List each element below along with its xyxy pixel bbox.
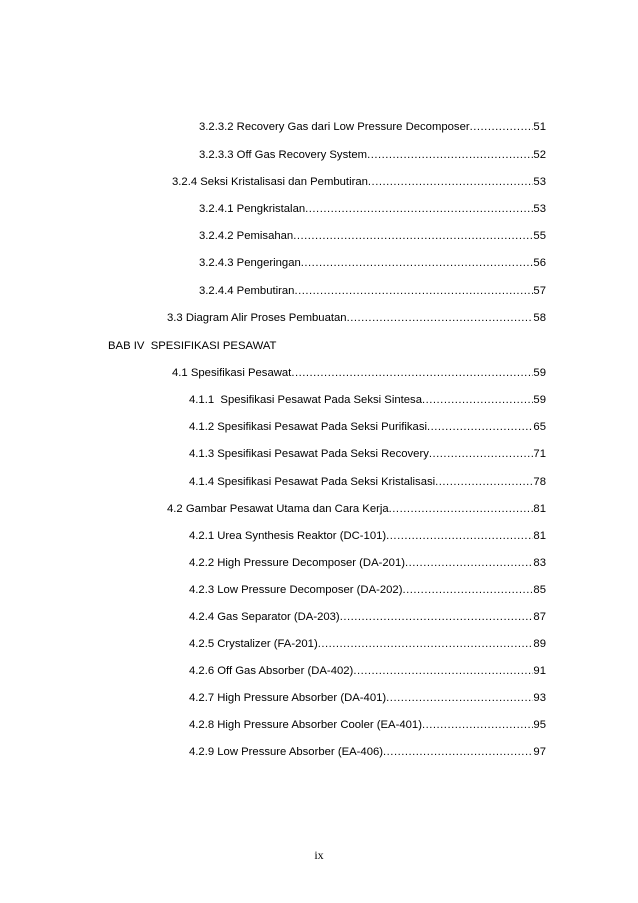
toc-entry-label: 3.2.4 Seksi Kristalisasi dan Pembutiran [172,176,368,188]
toc-leader-dots [347,312,534,324]
toc-leader-dots [470,121,534,133]
toc-entry[interactable] [189,530,546,546]
toc-entry[interactable] [199,285,546,301]
toc-leader-dots [294,285,533,297]
toc-leader-dots [305,203,533,215]
toc-leader-dots [435,476,533,488]
toc-entry[interactable] [172,176,546,192]
toc-entry[interactable] [189,476,546,492]
toc-page-number: 83 [533,557,546,569]
toc-entry[interactable] [199,257,546,273]
toc-entry[interactable] [189,692,546,708]
toc-entry-label: 3.2.4.1 Pengkristalan [199,203,306,215]
toc-page-number: 78 [533,476,546,488]
toc-entry-label: 3.2.4.3 Pengeringan [199,257,301,269]
toc-entry-label: 4.2.1 Urea Synthesis Reaktor (DC-101) [189,530,387,542]
toc-page-number: 93 [533,692,546,704]
toc-page-number: 57 [533,285,546,297]
toc-entry[interactable] [199,230,546,246]
toc-leader-dots [291,367,533,379]
toc-page-number: 89 [533,638,546,650]
toc-leader-dots [427,421,533,433]
toc-entry[interactable] [189,394,546,410]
toc-entry-label: 4.2.6 Off Gas Absorber (DA-402) [189,665,354,677]
toc-page-number: 87 [533,611,546,623]
toc-page-number: 81 [533,530,546,542]
toc-page-number: 81 [533,503,546,515]
toc-entry-label: 4.2.8 High Pressure Absorber Cooler (EA-401) [189,719,422,731]
toc-leader-dots [293,230,533,242]
toc-leader-dots [368,176,534,188]
toc-entry[interactable] [189,448,546,464]
toc-page-number: 97 [533,746,546,758]
toc-entry[interactable] [199,149,546,165]
toc-page-number: 95 [533,719,546,731]
toc-page-number: 85 [533,584,546,596]
toc-entry[interactable] [189,557,546,573]
toc-leader-dots [367,149,533,161]
toc-leader-dots [389,503,534,515]
toc-entry[interactable] [189,584,546,600]
toc-entry-label: 3.2.3.3 Off Gas Recovery System [199,149,368,161]
toc-entry-label: 4.1.2 Spesifikasi Pesawat Pada Seksi Purifikasi [189,421,427,433]
toc-entry[interactable] [189,719,546,735]
toc-entry[interactable] [199,203,546,219]
toc-leader-dots [353,665,533,677]
toc-page-number: 59 [533,367,546,379]
toc-entry[interactable] [167,503,546,519]
toc-entry-label: 3.2.4.4 Pembutiran [199,285,295,297]
toc-entry-label: 3.2.3.2 Recovery Gas dari Low Pressure Decomposer [199,121,470,133]
toc-entry-label: 4.2.4 Gas Separator (DA-203) [189,611,340,623]
toc-entry-label: 4.2.2 High Pressure Decomposer (DA-201) [189,557,405,569]
toc-page-number: 71 [533,448,546,460]
toc-entry-label: 4.2.9 Low Pressure Absorber (EA-406) [189,746,384,758]
toc-leader-dots [422,719,533,731]
toc-leader-dots [429,448,534,460]
toc-entry-label: 3.3 Diagram Alir Proses Pembuatan [167,312,347,324]
toc-page-number: 55 [533,230,546,242]
toc-leader-dots [318,638,534,650]
toc-page-number: 52 [533,149,546,161]
toc-page-number: 58 [533,312,546,324]
toc-entry-label: 4.1.3 Spesifikasi Pesawat Pada Seksi Recovery [189,448,429,460]
toc-entry[interactable] [189,746,546,762]
toc-leader-dots [340,611,534,623]
toc-entry-label: 4.1.1 Spesifikasi Pesawat Pada Seksi Sintesa [189,394,422,406]
toc-entry-label: 4.2.3 Low Pressure Decomposer (DA-202) [189,584,403,596]
toc-page-number: 65 [533,421,546,433]
toc-entry-label: 4.1.4 Spesifikasi Pesawat Pada Seksi Kristalisasi [189,476,436,488]
toc-entry[interactable] [172,367,546,383]
toc-page-number: 91 [533,665,546,677]
toc-leader-dots [386,530,533,542]
toc-leader-dots [386,692,533,704]
toc-entry-label: 4.2.7 High Pressure Absorber (DA-401) [189,692,387,704]
toc-leader-dots [405,557,533,569]
toc-entry-label: 3.2.4.2 Pemisahan [199,230,294,242]
toc-page-number: 59 [533,394,546,406]
toc-entry[interactable] [199,121,546,137]
toc-entry-label: 4.1 Spesifikasi Pesawat [172,367,292,379]
toc-leader-dots [402,584,533,596]
toc-page-number: 56 [533,257,546,269]
page-number: ix [314,848,324,862]
toc-page-number: 51 [533,121,546,133]
toc-entry[interactable] [189,638,546,654]
toc-entry[interactable] [167,312,546,328]
toc-leader-dots [301,257,534,269]
toc-entry[interactable] [189,421,546,437]
toc-page-number: 53 [533,203,546,215]
toc-entry-label: 4.2 Gambar Pesawat Utama dan Cara Kerja [167,503,389,515]
toc-page-number: 53 [533,176,546,188]
toc-leader-dots [383,746,533,758]
toc-entry[interactable] [189,611,546,627]
toc-entry[interactable] [189,665,546,681]
toc-entry-label: 4.2.5 Crystalizer (FA-201) [189,638,318,650]
toc-leader-dots [422,394,533,406]
chapter-heading[interactable]: BAB IV SPESIFIKASI PESAWAT [108,340,277,352]
